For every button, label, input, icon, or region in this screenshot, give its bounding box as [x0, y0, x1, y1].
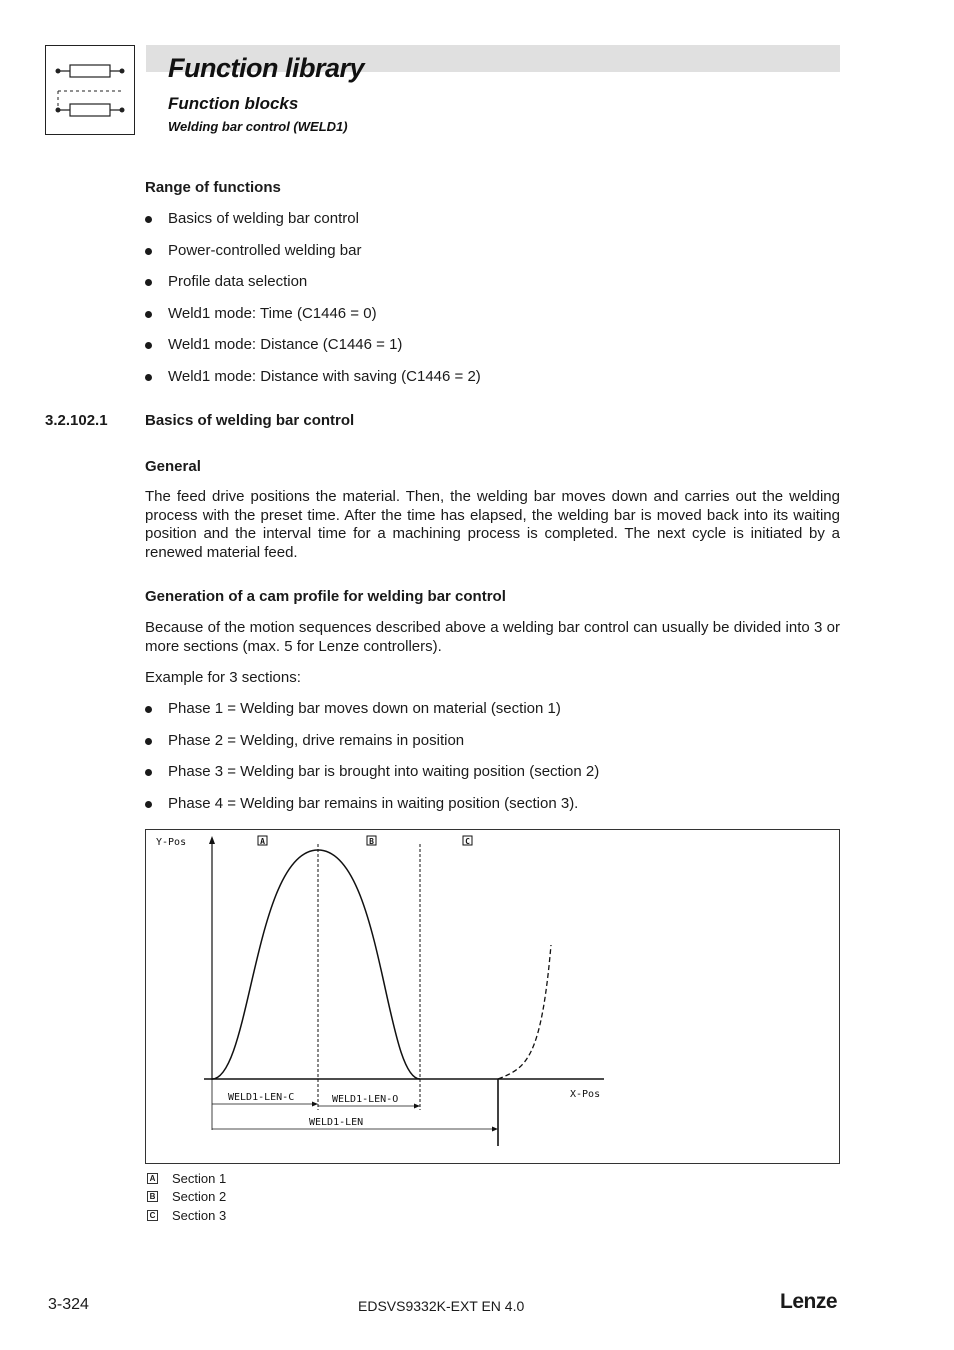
bullet-icon [145, 769, 152, 776]
legend-key: C [147, 1210, 158, 1221]
section-title: Basics of welding bar control [145, 412, 355, 429]
brand-logo: Lenze [780, 1290, 838, 1313]
bullet-icon [145, 248, 152, 255]
bullet-icon [145, 216, 152, 223]
bullet-icon [145, 279, 152, 286]
range-heading: Range of functions [145, 179, 281, 196]
legend-key: B [147, 1191, 158, 1202]
bullet-icon [145, 374, 152, 381]
general-heading: General [145, 458, 201, 475]
cam-heading: Generation of a cam profile for welding bar control [145, 588, 506, 605]
marker-a: A [260, 837, 265, 846]
marker-c: C [465, 837, 470, 846]
marker-b: B [369, 837, 374, 846]
len-c-label: WELD1-LEN-C [228, 1092, 295, 1103]
page-subtitle: Function blocks [168, 94, 299, 113]
general-paragraph: The feed drive positions the material. Then, the welding bar moves down and carries out the welding process with the preset time. After the time has elapsed, the welding bar is moved back into its waiting position and the interval time for a machining process is completed. The next cycle is initiated by a renewed material feed. [145, 488, 840, 561]
bullet-icon [145, 801, 152, 808]
bullet-icon [145, 738, 152, 745]
cam-curve [212, 850, 420, 1079]
page-subsubtitle: Welding bar control (WELD1) [168, 119, 348, 134]
legend-key: A [147, 1173, 158, 1184]
y-axis-label: Y-Pos [156, 837, 187, 848]
page-title: Function library [168, 53, 365, 83]
arrow-icon [312, 1102, 318, 1107]
bullet-icon [145, 342, 152, 349]
example-text: Example for 3 sections: [145, 669, 301, 686]
cam-profile-figure [145, 829, 840, 1164]
function-block-icon [46, 46, 134, 134]
y-axis-arrow-icon [209, 836, 215, 844]
document-id: EDSVS9332K-EXT EN 4.0 [358, 1298, 525, 1314]
len-label: WELD1-LEN [309, 1117, 364, 1128]
bullet-icon [145, 311, 152, 318]
bullet-icon [145, 706, 152, 713]
function-block-logo [45, 45, 135, 135]
cam-profile-diagram [146, 830, 839, 1163]
cam-curve-continuation [498, 945, 551, 1079]
len-o-label: WELD1-LEN-O [332, 1094, 399, 1105]
section-number: 3.2.102.1 [45, 412, 108, 429]
page-number: 3-324 [48, 1296, 89, 1313]
arrow-icon [414, 1104, 420, 1109]
cam-paragraph: Because of the motion sequences described above a welding bar control can usually be divided into 3 or more sections (max. 5 for Lenze controllers). [145, 619, 840, 655]
x-axis-label: X-Pos [570, 1089, 601, 1100]
arrow-icon [492, 1127, 498, 1132]
